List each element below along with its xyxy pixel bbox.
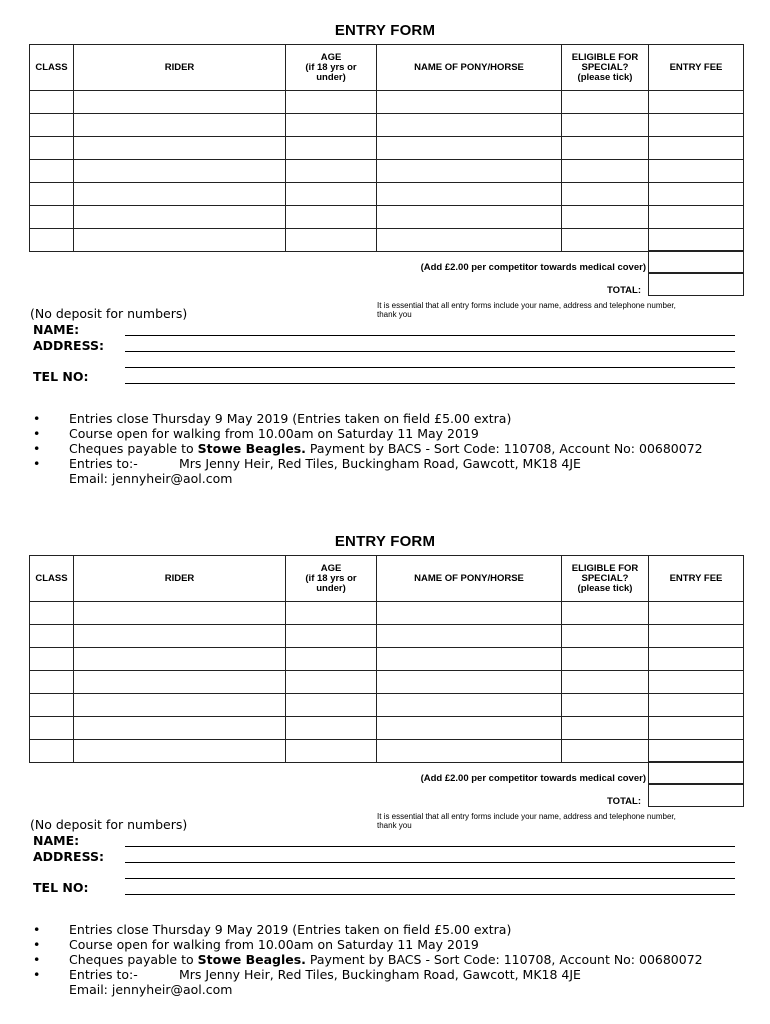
eligible-cell[interactable] [562, 160, 649, 183]
class-cell[interactable] [30, 694, 74, 717]
rider-cell[interactable] [74, 671, 286, 694]
bullet-icon: • [33, 456, 41, 471]
age-cell[interactable] [286, 206, 377, 229]
class-cell[interactable] [30, 648, 74, 671]
header-eligible: ELIGIBLE FOR SPECIAL? (please tick) [562, 556, 649, 602]
list-item: • Entries to:- Mrs Jenny Heir, Red Tiles, Buckingham Road, Gawcott, MK18 4JE [33, 456, 581, 471]
list-item-email: Email: jennyheir@aol.com [69, 471, 233, 486]
header-fee: ENTRY FEE [649, 45, 744, 91]
age-cell[interactable] [286, 694, 377, 717]
rider-cell[interactable] [74, 206, 286, 229]
fee-cell[interactable] [649, 91, 744, 114]
address-line-2[interactable] [125, 878, 735, 879]
fee-cell[interactable] [649, 114, 744, 137]
header-row [30, 556, 744, 602]
list-item: • Entries close Thursday 9 May 2019 (Entries taken on field £5.00 extra) [33, 922, 512, 937]
table-row[interactable] [30, 160, 744, 183]
age-cell[interactable] [286, 229, 377, 252]
header-class: CLASS [30, 45, 74, 91]
class-cell[interactable] [30, 206, 74, 229]
pony-cell[interactable] [377, 91, 562, 114]
class-cell[interactable] [30, 137, 74, 160]
pony-cell[interactable] [377, 206, 562, 229]
class-cell[interactable] [30, 717, 74, 740]
pony-cell[interactable] [377, 114, 562, 137]
list-item: • Course open for walking from 10.00am on Saturday 11 May 2019 [33, 937, 479, 952]
pony-cell[interactable] [377, 160, 562, 183]
class-cell[interactable] [30, 183, 74, 206]
age-cell[interactable] [286, 671, 377, 694]
age-cell[interactable] [286, 648, 377, 671]
rider-cell[interactable] [74, 694, 286, 717]
info-list [33, 411, 703, 486]
class-cell[interactable] [30, 671, 74, 694]
pony-cell[interactable] [377, 183, 562, 206]
header-fee: ENTRY FEE [649, 556, 744, 602]
table-row[interactable] [30, 625, 744, 648]
eligible-cell[interactable] [562, 602, 649, 625]
form-title: ENTRY FORM [334, 533, 436, 550]
pony-cell[interactable] [377, 694, 562, 717]
eligible-cell[interactable] [562, 694, 649, 717]
entry-form-bottom [0, 511, 770, 1021]
medical-cover-note: (Add £2.00 per competitor towards medical cover) [420, 262, 646, 273]
fee-cell[interactable] [649, 160, 744, 183]
eligible-cell[interactable] [562, 183, 649, 206]
fee-cell[interactable] [649, 137, 744, 160]
no-deposit-note: (No deposit for numbers) [30, 817, 188, 832]
header-pony: NAME OF PONY/HORSE [377, 45, 562, 91]
medical-cover-box[interactable] [648, 250, 744, 273]
bullet-icon: • [33, 441, 41, 456]
fee-cell[interactable] [649, 694, 744, 717]
address-label: ADDRESS: [33, 338, 105, 353]
eligible-cell[interactable] [562, 91, 649, 114]
fee-cell[interactable] [649, 740, 744, 763]
bullet-icon: • [33, 952, 41, 967]
table-row[interactable] [30, 229, 744, 252]
age-cell[interactable] [286, 160, 377, 183]
eligible-cell[interactable] [562, 625, 649, 648]
table-row[interactable] [30, 114, 744, 137]
fee-cell[interactable] [649, 602, 744, 625]
header-rider: RIDER [74, 45, 286, 91]
pony-cell[interactable] [377, 229, 562, 252]
list-item: • Entries to:- Mrs Jenny Heir, Red Tiles, Buckingham Road, Gawcott, MK18 4JE [33, 967, 581, 982]
total-box[interactable] [648, 273, 744, 296]
tel-line[interactable] [125, 383, 735, 384]
pony-cell[interactable] [377, 671, 562, 694]
rider-cell[interactable] [74, 160, 286, 183]
bullet-icon: • [33, 411, 41, 426]
bullet-icon: • [33, 426, 41, 441]
age-cell[interactable] [286, 740, 377, 763]
list-item: • Entries close Thursday 9 May 2019 (Entries taken on field £5.00 extra) [33, 411, 512, 426]
table-row[interactable] [30, 206, 744, 229]
rider-cell[interactable] [74, 602, 286, 625]
no-deposit-note: (No deposit for numbers) [30, 306, 188, 321]
class-cell[interactable] [30, 91, 74, 114]
pony-cell[interactable] [377, 137, 562, 160]
fee-cell[interactable] [649, 625, 744, 648]
address-line-2[interactable] [125, 367, 735, 368]
entry-form-top [0, 0, 770, 510]
pony-cell[interactable] [377, 625, 562, 648]
fee-cell[interactable] [649, 206, 744, 229]
total-box[interactable] [648, 784, 744, 807]
eligible-cell[interactable] [562, 648, 649, 671]
eligible-cell[interactable] [562, 671, 649, 694]
header-age: AGE (if 18 yrs or under) [286, 556, 377, 602]
age-cell[interactable] [286, 114, 377, 137]
pony-cell[interactable] [377, 717, 562, 740]
table-row[interactable] [30, 740, 744, 763]
table-row[interactable] [30, 183, 744, 206]
age-cell[interactable] [286, 625, 377, 648]
rider-cell[interactable] [74, 717, 286, 740]
eligible-cell[interactable] [562, 740, 649, 763]
eligible-cell[interactable] [562, 206, 649, 229]
rider-cell[interactable] [74, 229, 286, 252]
header-row [30, 45, 744, 91]
bullet-icon: • [33, 937, 41, 952]
class-cell[interactable] [30, 602, 74, 625]
fee-cell[interactable] [649, 648, 744, 671]
table-row[interactable] [30, 717, 744, 740]
fee-cell[interactable] [649, 717, 744, 740]
essential-note: It is essential that all entry forms include your name, address and telephone number, thank you [377, 301, 676, 319]
header-age: AGE (if 18 yrs or under) [286, 45, 377, 91]
essential-note: It is essential that all entry forms include your name, address and telephone number, thank you [377, 812, 676, 830]
table-row[interactable] [30, 91, 744, 114]
table-row[interactable] [30, 671, 744, 694]
age-cell[interactable] [286, 717, 377, 740]
eligible-cell[interactable] [562, 229, 649, 252]
fee-cell[interactable] [649, 229, 744, 252]
header-pony: NAME OF PONY/HORSE [377, 556, 562, 602]
rider-cell[interactable] [74, 137, 286, 160]
fee-cell[interactable] [649, 671, 744, 694]
address-label: ADDRESS: [33, 849, 105, 864]
eligible-cell[interactable] [562, 114, 649, 137]
age-cell[interactable] [286, 602, 377, 625]
age-cell[interactable] [286, 91, 377, 114]
fee-cell[interactable] [649, 183, 744, 206]
header-class: CLASS [30, 556, 74, 602]
class-cell[interactable] [30, 114, 74, 137]
pony-cell[interactable] [377, 648, 562, 671]
class-cell[interactable] [30, 160, 74, 183]
eligible-cell[interactable] [562, 137, 649, 160]
medical-cover-note: (Add £2.00 per competitor towards medical cover) [420, 773, 646, 784]
age-cell[interactable] [286, 183, 377, 206]
bullet-icon: • [33, 967, 41, 982]
rider-cell[interactable] [74, 648, 286, 671]
pony-cell[interactable] [377, 602, 562, 625]
tel-label: TEL NO: [33, 369, 89, 384]
list-item: • Course open for walking from 10.00am on Saturday 11 May 2019 [33, 426, 479, 441]
name-line[interactable] [125, 846, 735, 847]
form-title: ENTRY FORM [334, 22, 436, 39]
list-item: • Cheques payable to Stowe Beagles. Payment by BACS - Sort Code: 110708, Account No: 00680072 [33, 441, 703, 456]
rider-cell[interactable] [74, 91, 286, 114]
bullet-icon: • [33, 922, 41, 937]
info-list [33, 922, 703, 997]
header-rider: RIDER [74, 556, 286, 602]
class-cell[interactable] [30, 229, 74, 252]
rider-cell[interactable] [74, 625, 286, 648]
name-label: NAME: [33, 833, 80, 848]
rider-cell[interactable] [74, 183, 286, 206]
pony-cell[interactable] [377, 740, 562, 763]
rider-cell[interactable] [74, 114, 286, 137]
total-label: TOTAL: [607, 796, 641, 807]
total-label: TOTAL: [607, 285, 641, 296]
tel-line[interactable] [125, 894, 735, 895]
address-line[interactable] [125, 351, 735, 352]
table-row[interactable] [30, 137, 744, 160]
header-eligible: ELIGIBLE FOR SPECIAL? (please tick) [562, 45, 649, 91]
rider-cell[interactable] [74, 740, 286, 763]
tel-label: TEL NO: [33, 880, 89, 895]
list-item: • Cheques payable to Stowe Beagles. Payment by BACS - Sort Code: 110708, Account No: 00680072 [33, 952, 703, 967]
eligible-cell[interactable] [562, 717, 649, 740]
table-row[interactable] [30, 694, 744, 717]
entry-table [29, 44, 744, 252]
table-row[interactable] [30, 648, 744, 671]
list-item-email: Email: jennyheir@aol.com [69, 982, 233, 997]
table-row[interactable] [30, 602, 744, 625]
address-line[interactable] [125, 862, 735, 863]
name-label: NAME: [33, 322, 80, 337]
class-cell[interactable] [30, 625, 74, 648]
class-cell[interactable] [30, 740, 74, 763]
medical-cover-box[interactable] [648, 761, 744, 784]
entry-table [29, 555, 744, 763]
age-cell[interactable] [286, 137, 377, 160]
name-line[interactable] [125, 335, 735, 336]
